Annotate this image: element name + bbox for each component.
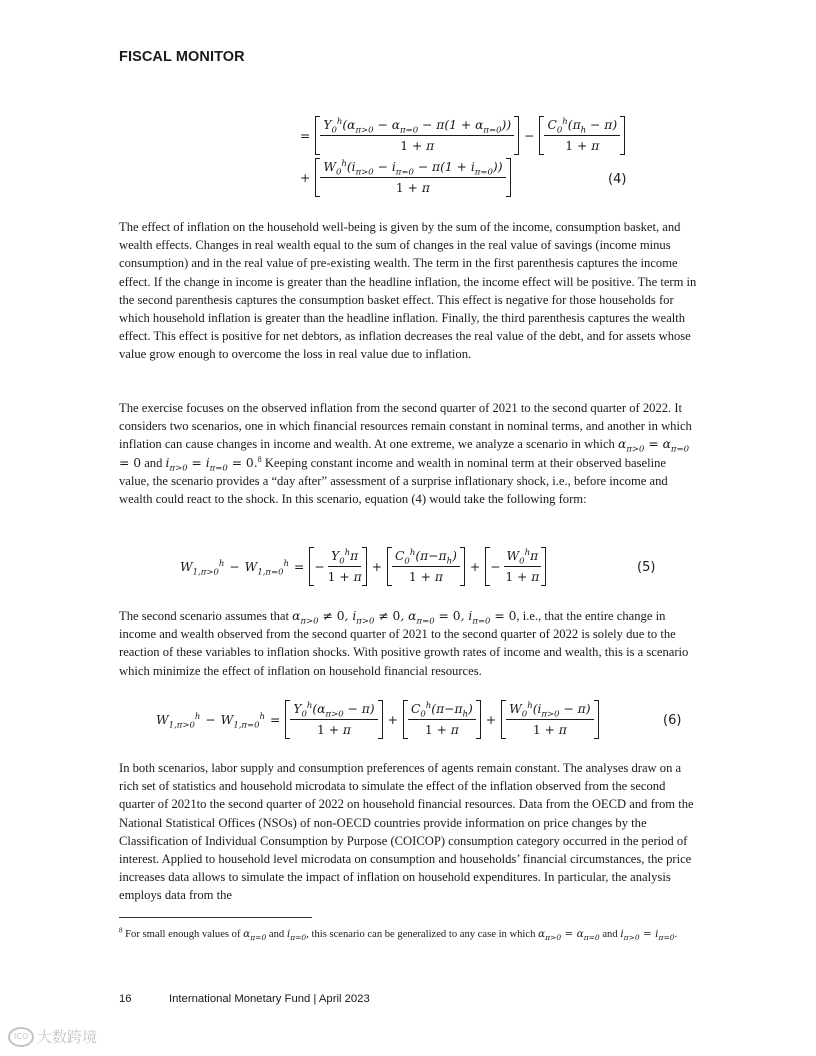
footnote-ref-8: 8 <box>257 454 262 464</box>
paragraph-income-consumption-wealth: The effect of inflation on the household well-being is given by the sum of the income, consumption basket, and wealth effects. Changes in real wealth equal to the sum of changes in the real value of savings (income minus consumption) and in the real value of pre-existing wealth. The term in the first parenthesis captures the income effect. If the change in income is greater than the headline inflation, the income effect will be positive. The term in the second parenthesis captures the consumption basket effect. This effect is negative for those households for which household inflation is greater than the headline inflation. Finally, the third parenthesis captures the wealth effect. This effect is positive for net debtors, as inflation decreases the real value of the debt, and for assets whose value grow enough to overcome the loss in real value due to inflation. <box>119 220 697 362</box>
paragraph-both-scenarios: In both scenarios, labor supply and consumption preferences of agents remain constant. The analyses draw on a rich set of statistics and household microdata to simulate the effect of the inflation observed from the second quarter of 2021to the second quarter of 2022 on household financial resources. Data from the OECD and from the National Statistical Offices (NSOs) of non-OECD countries provide information on price changes by the Classification of Individual Consumption by Purpose (COICOP) consumption category occurred in the period of interest. Applied to household level microdata on consumption and households’ financial circumstances, the price increases data allows to simulate the impact of inflation on household expenditures. In particular, the analysis employs data from the <box>119 761 694 903</box>
equation-6: $W_{1,\pi>0}^h$ − $W_{1,\pi=0}^h$ = $\frac{Y_0^h(\alpha_{\pi>0} - \pi)}{1 + \pi}$ + $\frac{C_0^h(\pi-\pi_h)}{1 + \pi}$ + $\frac{W_0^h(i_{\pi>0} - \pi)}{1 + \pi}$ <box>156 700 599 739</box>
watermark-logo-icon: ICO <box>8 1027 34 1047</box>
footnote-divider <box>119 917 312 918</box>
publication-info: International Monetary Fund | April 2023 <box>169 993 370 1005</box>
equation-5: $W_{1,\pi>0}^h$ − $W_{1,\pi=0}^h$ = − $\frac{Y_0^h\pi}{1 + \pi}$ + $\frac{C_0^h(\pi-\pi_h)}{1 + \pi}$ + − $\frac{W_0^h\pi}{1 + \pi}$ <box>180 547 546 586</box>
equation-5-number: (5) <box>637 560 656 575</box>
equation-6-number: (6) <box>663 713 682 728</box>
page-footer <box>119 993 370 1005</box>
paragraph-second-scenario: The second scenario assumes that $\alpha_{\pi>0} \ne 0$, $i_{\pi>0} \ne 0$, $\alpha_{\pi=0} = 0$, $i_{\pi=0} = 0$, i.e., that the entire change in income and wealth observed from the second quarter of 2021 to the second quarter of 2022 is solely due to the reaction of these variables to inflation shocks. With positive growth rates of income and wealth, this is a scenario which minimize the effect of inflation on household financial resources. <box>119 609 689 678</box>
equation-4-line-1: = $\frac{Y_0^h(\alpha_{\pi>0} - \alpha_{\pi=0} - \pi(1 + \alpha_{\pi=0}))}{1 + \pi}$ − $\frac{C_0^h(\pi_h - \pi)}{1 + \pi}$ <box>300 116 625 155</box>
equation-4-number: (4) <box>608 172 627 187</box>
page-header-title: FISCAL MONITOR <box>119 49 245 65</box>
footnote-8: $^8$ For small enough values of $\alpha_{\pi=0}$ and $i_{\pi=0}$, this scenario can be generalized to any case in which $\alpha_{\pi>0} = \alpha_{\pi=0}$ and $i_{\pi>0} = i_{\pi=0}$. <box>119 926 678 943</box>
footnote-number: 8 <box>119 926 123 935</box>
paragraph-exercise-scenarios: The exercise focuses on the observed inflation from the second quarter of 2021 to the second quarter of 2022. It considers two scenarios, one in which financial resources remain constant in nominal terms, and another in which inflation can cause changes in income and wealth. At one extreme, we analyze a scenario in which $\alpha_{\pi>0} = \alpha_{\pi=0} = 0$ and $i_{\pi>0} = i_{\pi=0} = 0.^8$ Keeping constant income and wealth in nominal term at their observed baseline value, the scenario provides a “day after” assessment of a surprise inflationary shock, i.e., before income and wealth could react to the shock. In this scenario, equation (4) would take the following form: <box>119 401 692 507</box>
watermark <box>8 1026 97 1047</box>
watermark-text: 大数跨境 <box>37 1028 98 1046</box>
page-number: 16 <box>119 993 132 1005</box>
equation-4-line-2: + $\frac{W_0^h(i_{\pi>0} - i_{\pi=0} - \pi(1 + i_{\pi=0}))}{1 + \pi}$ <box>300 158 511 197</box>
